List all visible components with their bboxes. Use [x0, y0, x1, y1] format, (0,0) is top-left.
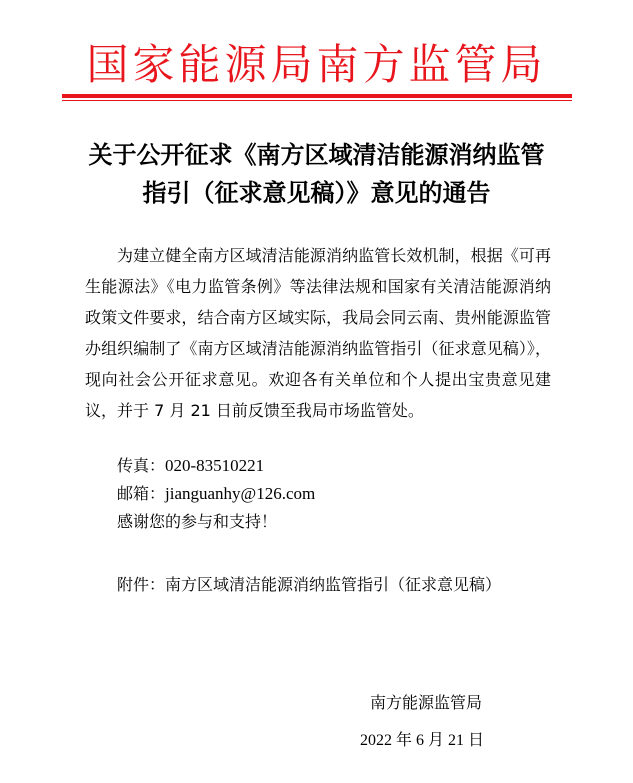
email-label: 邮箱：	[117, 484, 166, 503]
fax-number: 020-83510221	[165, 456, 265, 475]
issuer-signature: 南方能源监管局	[370, 693, 483, 712]
fax-label: 传真：	[117, 456, 166, 475]
issue-date: 2022 年 6 月 21 日	[360, 732, 485, 749]
thanks-line: 感谢您的参与和支持！	[117, 512, 278, 531]
notice-title	[0, 136, 633, 212]
notice-title-line-1: 关于公开征求《南方区域清洁能源消纳监管	[88, 141, 545, 169]
fax-line	[117, 452, 315, 480]
body-paragraph: 为建立健全南方区域清洁能源消纳监管长效机制，根据《可再生能源法》《电力监管条例》等法律法规和国家有关清洁能源消纳政策文件要求，结合南方区域实际，我局会同云南、贵州能源监管办组织编制了《南方区域清洁能源消纳监管指引（征求意见稿）》，现向社会公开征求意见。欢迎各有关单位和个人提出宝贵意见建议，并于 7 月 21 日前反馈至我局市场监管处。	[85, 246, 551, 420]
header-red-rule-thick	[62, 94, 572, 98]
notice-title-line-2: 指引（征求意见稿）》意见的通告	[142, 179, 491, 207]
notice-body	[85, 240, 551, 426]
org-header-title: 国家能源局南方监管局	[86, 40, 547, 89]
email-address[interactable]: jianguanhy@126.com	[165, 484, 316, 503]
attachment-line: 附件：南方区域清洁能源消纳监管指引（征求意见稿）	[117, 575, 502, 594]
contact-block	[117, 452, 315, 536]
header-red-rule-thin	[62, 100, 572, 101]
email-line	[117, 480, 315, 508]
